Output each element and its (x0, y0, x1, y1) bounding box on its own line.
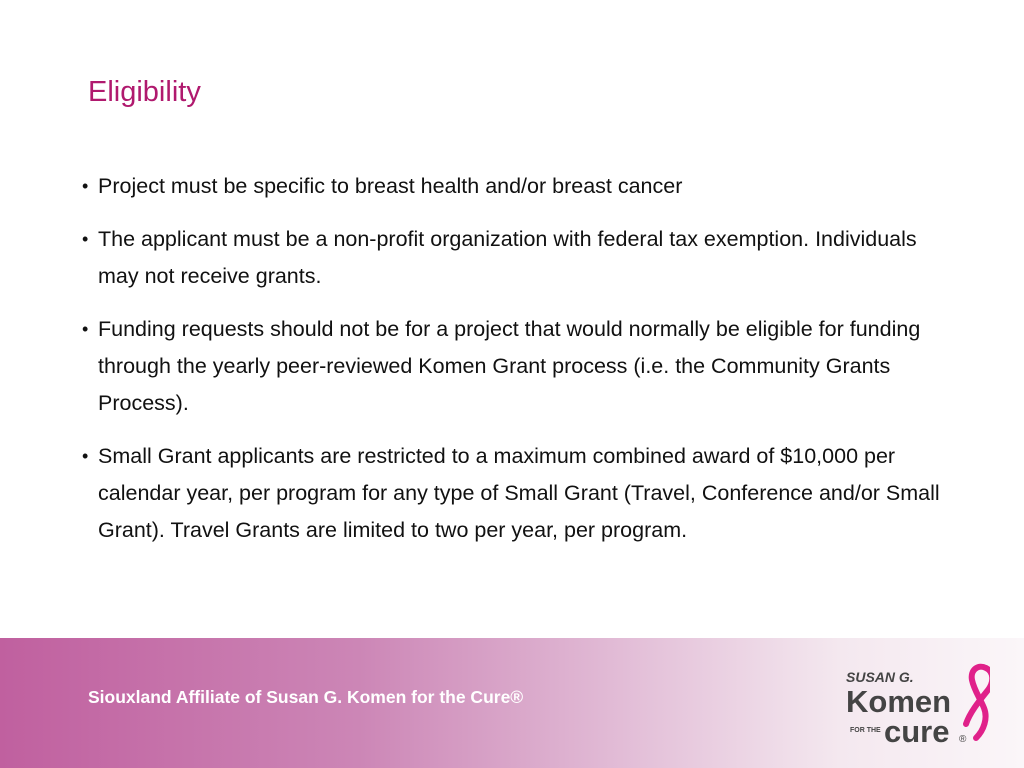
logo-text-cure: cure (884, 714, 950, 749)
bullet-marker: • (82, 229, 89, 249)
pink-ribbon-icon (966, 667, 990, 738)
bullet-text: The applicant must be a non-profit organization with federal tax exemption. Individuals may not receive grants. (98, 227, 917, 288)
bullet-text: Funding requests should not be for a project that would normally be eligible for funding through the yearly peer-reviewed Komen Grant process (i.e. the Community Grants Process). (98, 317, 921, 415)
bullet-marker: • (82, 319, 89, 339)
logo-text-for-the: FOR THE (850, 727, 881, 734)
komen-logo (840, 660, 990, 760)
slide-title: Eligibility (88, 76, 201, 108)
footer-affiliate-text: Siouxland Affiliate of Susan G. Komen for the Cure® (88, 687, 524, 707)
bullet-item (76, 221, 956, 295)
footer-band (0, 638, 1024, 768)
bullet-item (76, 438, 956, 549)
logo-text-komen: Komen (846, 684, 952, 719)
bullet-text: Small Grant applicants are restricted to a maximum combined award of $10,000 per calendar year, per program for any type of Small Grant (Travel, Conference and/or Small Grant). Travel Grants are limited to two per year, per program. (98, 444, 940, 542)
bullet-marker: • (82, 176, 89, 196)
bullet-list (76, 168, 956, 565)
logo-registered-mark: ® (959, 734, 967, 745)
logo-text-susan: SUSAN G. (846, 669, 914, 685)
bullet-text: Project must be specific to breast health and/or breast cancer (98, 174, 683, 198)
bullet-item (76, 311, 956, 422)
bullet-marker: • (82, 446, 89, 466)
bullet-item (76, 168, 956, 205)
